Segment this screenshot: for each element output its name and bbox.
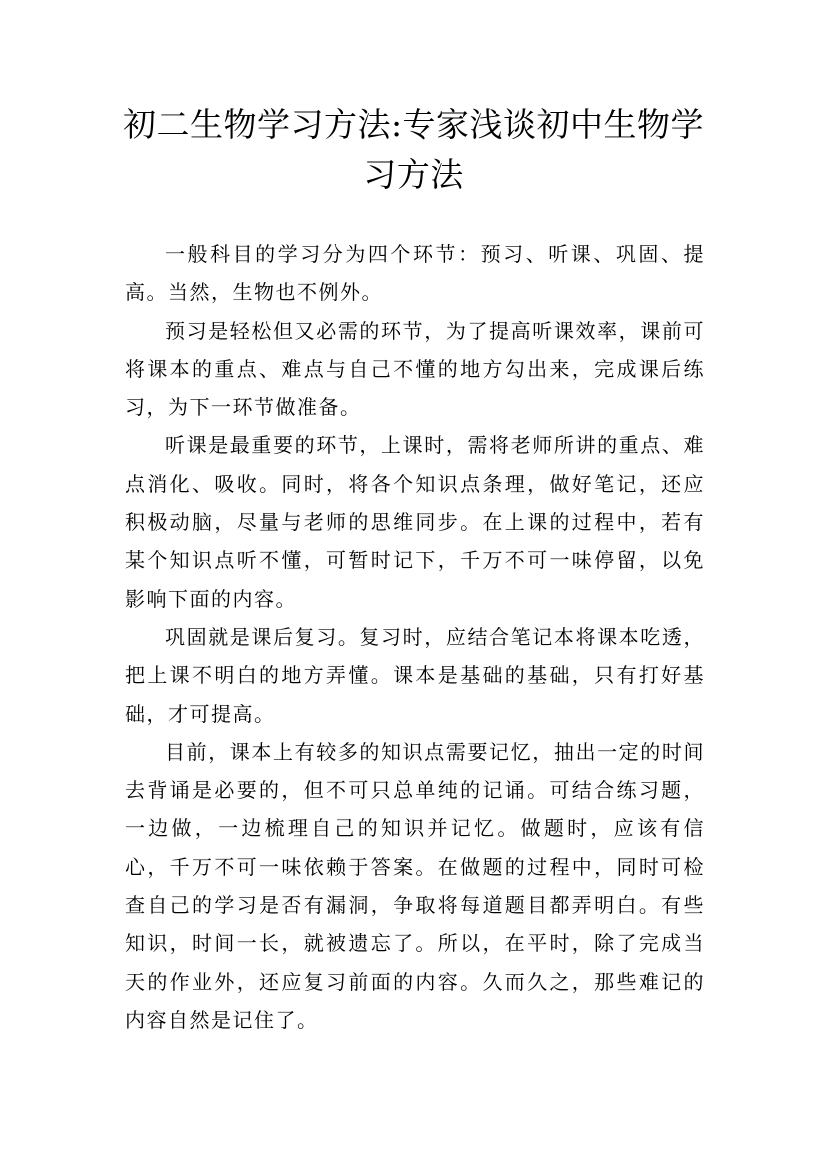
paragraph-preview: 预习是轻松但又必需的环节，为了提高听课效率，课前可将课本的重点、难点与自己不懂的地方勾出来，完成课后练习，为下一环节做准备。 — [125, 318, 705, 420]
document-title: 初二生物学习方法:专家浅谈初中生物学习方法 — [122, 105, 705, 194]
paragraph-consolidation: 巩固就是课后复习。复习时，应结合笔记本将课本吃透，把上课不明白的地方弄懂。课本是基础的基础，只有打好基础，才可提高。 — [125, 624, 705, 726]
paragraph-memorization: 目前，课本上有较多的知识点需要记忆，抽出一定的时间去背诵是必要的，但不可只总单纯的记诵。可结合练习题，一边做，一边梳理自己的知识并记忆。做题时，应该有信心，千万不可一味依赖于答案。在做题的过程中，同时可检查自己的学习是否有漏洞，争取将每道题目都弄明白。有些知识，时间一长，就被遗忘了。所以，在平时，除了完成当天的作业外，还应复习前面的内容。久而久之，那些难记的内容自然是记住了。 — [125, 739, 705, 1032]
document-body — [125, 235, 705, 1039]
paragraph-listening: 听课是最重要的环节，上课时，需将老师所讲的重点、难点消化、吸收。同时，将各个知识点条理，做好笔记，还应积极动脑，尽量与老师的思维同步。在上课的过程中，若有某个知识点听不懂，可暂时记下，千万不可一味停留，以免影响下面的内容。 — [125, 433, 705, 611]
paragraph-intro: 一般科目的学习分为四个环节：预习、听课、巩固、提高。当然，生物也不例外。 — [125, 242, 705, 305]
